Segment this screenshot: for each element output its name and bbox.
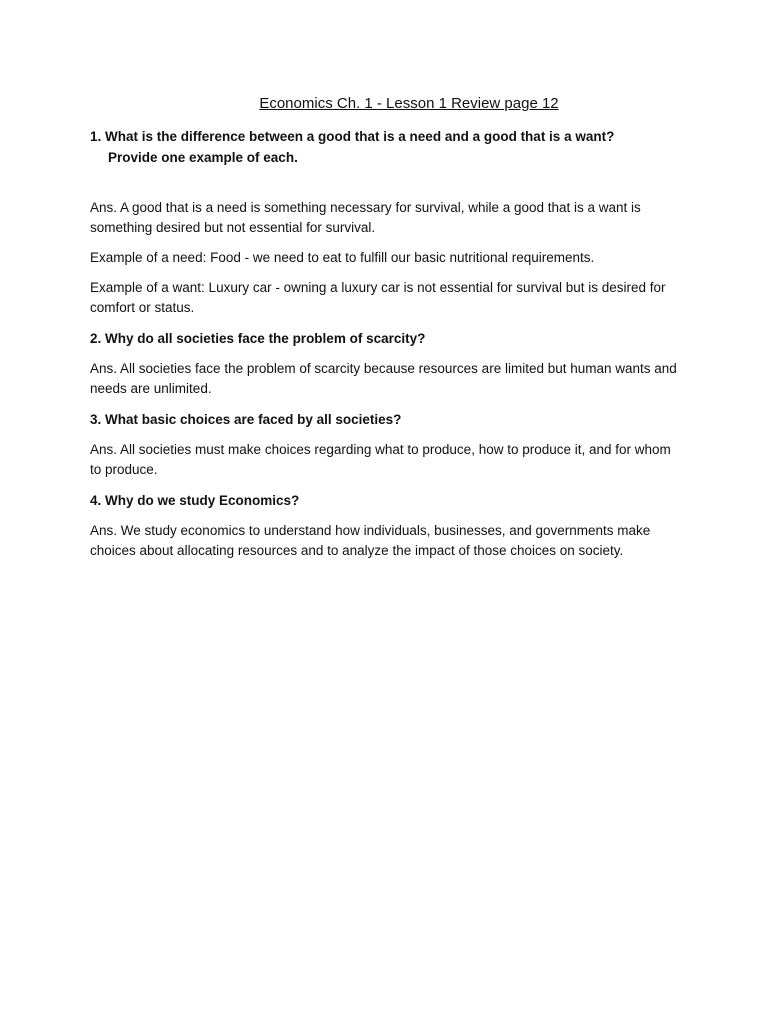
answer-3: Ans. All societies must make choices regarding what to produce, how to produce it, and for whom to produce. [90,442,671,477]
answer-1-want-example: Example of a want: Luxury car - owning a luxury car is not essential for survival but is desired for comfort or status. [90,280,666,315]
question-1 [90,126,682,168]
question-3: 3. What basic choices are faced by all societies? [90,412,402,427]
question-2: 2. Why do all societies face the problem of scarcity? [90,331,426,346]
document-title: Economics Ch. 1 - Lesson 1 Review page 12 [259,95,559,112]
question-1-line-2: Provide one example of each. [108,150,298,165]
answer-1: Ans. A good that is a need is something necessary for survival, while a good that is a want is something desired but not essential for survival. [90,200,641,235]
question-4: 4. Why do we study Economics? [90,493,300,508]
answer-4: Ans. We study economics to understand how individuals, businesses, and governments make choices about allocating resources and to analyze the impact of those choices on society. [90,523,651,558]
answer-2: Ans. All societies face the problem of scarcity because resources are limited but human wants and needs are unlimited. [90,361,677,396]
question-1-line-1: 1. What is the difference between a good that is a need and a good that is a want? [90,129,615,144]
answer-1-need-example: Example of a need: Food - we need to eat to fulfill our basic nutritional requirements. [90,250,595,265]
document-body [90,92,682,571]
